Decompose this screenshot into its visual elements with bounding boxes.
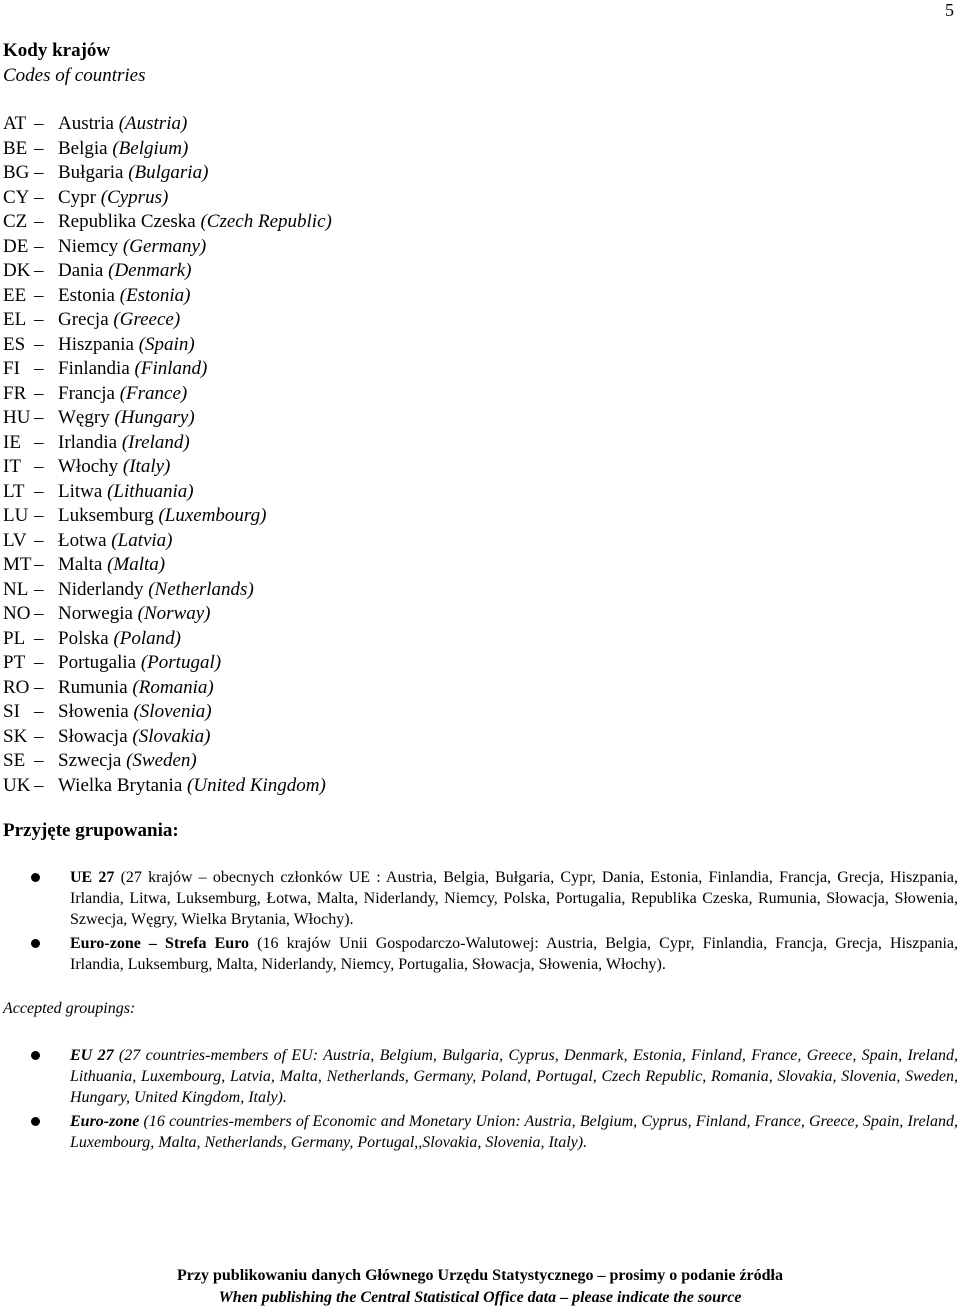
country-code: NO (3, 603, 31, 624)
dash: – (34, 137, 44, 159)
groupings-heading-en: Accepted groupings: (3, 1000, 136, 1017)
country-code: AT (3, 113, 27, 134)
list-item (3, 578, 332, 603)
dash: – (34, 309, 44, 330)
list-item (3, 284, 332, 309)
list-item (3, 406, 332, 431)
country-code: DE (3, 235, 29, 257)
country-name-en: (Austria) (118, 113, 188, 134)
country-name-en: (Finland) (134, 358, 208, 379)
country-code: PL (3, 627, 26, 649)
country-name-pl: Finlandia (58, 358, 130, 379)
dash: – (34, 260, 44, 281)
country-name-pl: Republika Czeska (58, 211, 196, 232)
country-name-en: (United Kingdom) (187, 774, 326, 796)
grouping-text: (16 krajów Unii Gospodarczo-Walutowej: Austria, Belgia, Cypr, Finlandia, Francja, Grecja, Hiszpania, Irlandia, Luksemburg, Malta, Niderlandy, Niemcy, Portugalia, Słowacja, Słowenia, Włochy). (70, 935, 959, 973)
country-name-pl: Łotwa (58, 529, 107, 551)
country-name-pl: Węgry (58, 407, 110, 428)
dash: – (34, 407, 44, 428)
list-item (3, 333, 332, 358)
country-name-en: (Italy) (122, 456, 171, 477)
country-name-pl: Austria (58, 113, 114, 134)
groupings-list-en (22, 1045, 958, 1156)
country-name-en: (Norway) (137, 603, 211, 624)
dash: – (34, 235, 44, 257)
grouping-term: UE 27 (70, 869, 115, 886)
country-name-pl: Litwa (58, 480, 103, 502)
country-code: MT (3, 554, 32, 575)
list-item (3, 357, 332, 382)
dash: – (34, 701, 44, 722)
country-code: SE (3, 750, 26, 771)
list-item (3, 749, 332, 774)
country-name-en: (Spain) (138, 333, 195, 355)
country-name-pl: Estonia (58, 284, 115, 306)
country-name-pl: Belgia (58, 137, 108, 159)
page-number: 5 (945, 0, 954, 20)
country-name-pl: Szwecja (58, 750, 122, 771)
country-name-pl: Bułgaria (58, 162, 124, 183)
country-name-pl: Cypr (58, 186, 96, 208)
list-item (3, 553, 332, 578)
country-name-en: (Greece) (113, 309, 181, 330)
dash: – (34, 480, 44, 502)
list-item (3, 186, 332, 211)
country-name-en: (Hungary) (114, 407, 195, 428)
list-item (3, 480, 332, 505)
list-item (3, 259, 332, 284)
dash: – (34, 431, 44, 453)
country-code: FI (3, 358, 20, 379)
country-name-en: (Belgium) (112, 137, 189, 159)
country-name-pl: Portugalia (58, 652, 137, 673)
page-title: Kody krajów (3, 40, 111, 61)
dash: – (34, 529, 44, 551)
groupings-heading-pl: Przyjęte grupowania: (3, 820, 179, 841)
footer-note-en: When publishing the Central Statistical Office data – please indicate the source (218, 1289, 742, 1306)
country-code: CY (3, 186, 30, 208)
list-item (22, 1111, 958, 1153)
dash: – (34, 774, 44, 796)
list-item (3, 651, 332, 676)
groupings-list-pl (22, 867, 958, 978)
country-code: SK (3, 725, 28, 747)
country-code: IT (3, 456, 21, 477)
country-code: SI (3, 701, 20, 722)
list-item (3, 235, 332, 260)
country-code: UK (3, 774, 31, 796)
country-name-pl: Niemcy (58, 235, 119, 257)
country-name-en: (Lithuania) (107, 480, 194, 502)
page-subtitle: Codes of countries (3, 65, 146, 86)
grouping-term: Euro-zone – Strefa Euro (70, 935, 250, 952)
country-code: PT (3, 652, 26, 673)
list-item (3, 382, 332, 407)
grouping-text: (27 krajów – obecnych członków UE : Austria, Belgia, Bułgaria, Cypr, Dania, Estonia, Finlandia, Francja, Grecja, Hiszpania, Irlandia, Litwa, Luksemburg, Łotwa, Malta, Niderlandy, Niemcy, Polska, Portugalia, Republika Czeska, Rumunia, Słowacja, Słowenia, Szwecja, Węgry, Wielka Brytania, Włochy). (70, 869, 958, 928)
country-code: HU (3, 407, 31, 428)
country-code: NL (3, 578, 29, 600)
dash: – (34, 750, 44, 771)
country-name-en: (Bulgaria) (128, 162, 209, 183)
list-item (3, 431, 332, 456)
country-name-pl: Hiszpania (58, 333, 134, 355)
list-item (3, 602, 332, 627)
bullet-icon (31, 1117, 40, 1126)
country-name-en: (Romania) (132, 676, 214, 698)
dash: – (34, 456, 44, 477)
dash: – (34, 186, 44, 208)
dash: – (34, 603, 44, 624)
grouping-text: (27 countries-members of EU: Austria, Belgium, Bulgaria, Cyprus, Denmark, Estonia, Finland, France, Greece, Spain, Ireland, Lithuania, Luxembourg, Latvia, Malta, Netherlands, Germany, Poland, Portugal, Czech Republic, Romania, Slovakia, Slovenia, Sweden, Hungary, United Kingdom, Italy). (70, 1047, 958, 1106)
country-name-en: (Ireland) (121, 431, 190, 453)
list-item (3, 529, 332, 554)
list-item (22, 933, 958, 975)
country-name-pl: Wielka Brytania (58, 774, 183, 796)
country-name-en: (Cyprus) (100, 186, 169, 208)
dash: – (34, 578, 44, 600)
country-name-en: (Slovenia) (133, 701, 212, 722)
dash: – (34, 725, 44, 747)
country-name-en: (Netherlands) (148, 578, 254, 600)
country-code: LT (3, 480, 25, 502)
country-name-pl: Norwegia (58, 603, 133, 624)
list-item (3, 676, 332, 701)
country-name-en: (Germany) (122, 235, 207, 257)
country-name-en: (Czech Republic) (200, 211, 332, 232)
list-item (3, 627, 332, 652)
country-name-pl: Rumunia (58, 676, 128, 698)
country-code: EE (3, 284, 27, 306)
grouping-text: (16 countries-members of Economic and Monetary Union: Austria, Belgium, Cyprus, Finland, France, Greece, Spain, Ireland, Luxembourg, Malta, Netherlands, Germany, Portugal,,Slovakia, Slovenia, Italy). (70, 1113, 958, 1151)
dash: – (34, 676, 44, 698)
country-name-en: (France) (119, 382, 188, 404)
bullet-icon (31, 1051, 40, 1060)
country-code-list (3, 112, 332, 798)
country-code: CZ (3, 211, 28, 232)
list-item (3, 455, 332, 480)
country-name-en: (Sweden) (126, 750, 197, 771)
dash: – (34, 652, 44, 673)
country-name-pl: Malta (58, 554, 103, 575)
list-item (3, 137, 332, 162)
dash: – (34, 505, 44, 526)
list-item (3, 210, 332, 235)
dash: – (34, 162, 44, 183)
country-name-en: (Portugal) (140, 652, 222, 673)
footer-note-pl: Przy publikowaniu danych Głównego Urzędu Statystycznego – prosimy o podanie źródła (177, 1267, 783, 1284)
list-item (3, 700, 332, 725)
list-item (3, 161, 332, 186)
list-item (3, 725, 332, 750)
country-name-pl: Francja (58, 382, 115, 404)
country-code: LU (3, 505, 29, 526)
dash: – (34, 554, 44, 575)
list-item (3, 774, 332, 799)
grouping-term: EU 27 (70, 1047, 114, 1064)
dash: – (34, 627, 44, 649)
country-code: RO (3, 676, 30, 698)
list-item (3, 112, 332, 137)
bullet-icon (31, 873, 40, 882)
dash: – (34, 382, 44, 404)
list-item (22, 1045, 958, 1108)
country-code: FR (3, 382, 27, 404)
country-name-pl: Niderlandy (58, 578, 144, 600)
country-name-pl: Dania (58, 260, 104, 281)
country-code: EL (3, 309, 27, 330)
list-item (22, 867, 958, 930)
country-code: LV (3, 529, 27, 551)
list-item (3, 308, 332, 333)
country-code: BE (3, 137, 28, 159)
bullet-icon (31, 939, 40, 948)
country-name-en: (Estonia) (119, 284, 191, 306)
country-name-en: (Latvia) (111, 529, 173, 551)
country-name-en: (Denmark) (108, 260, 192, 281)
country-name-pl: Słowacja (58, 725, 128, 747)
dash: – (34, 358, 44, 379)
country-code: ES (3, 333, 26, 355)
country-name-pl: Włochy (58, 456, 119, 477)
country-name-en: (Malta) (107, 554, 166, 575)
country-name-pl: Grecja (58, 309, 109, 330)
country-name-pl: Słowenia (58, 701, 129, 722)
dash: – (34, 284, 44, 306)
dash: – (34, 113, 44, 134)
country-name-en: (Poland) (113, 627, 181, 649)
grouping-term: Euro-zone (70, 1113, 140, 1130)
country-code: BG (3, 162, 30, 183)
country-name-en: (Slovakia) (132, 725, 211, 747)
list-item (3, 504, 332, 529)
country-name-pl: Irlandia (58, 431, 118, 453)
dash: – (34, 333, 44, 355)
country-name-pl: Luksemburg (58, 505, 154, 526)
country-code: IE (3, 431, 21, 453)
country-name-pl: Polska (58, 627, 109, 649)
country-name-en: (Luxembourg) (158, 505, 267, 526)
country-code: DK (3, 260, 31, 281)
dash: – (34, 211, 44, 232)
